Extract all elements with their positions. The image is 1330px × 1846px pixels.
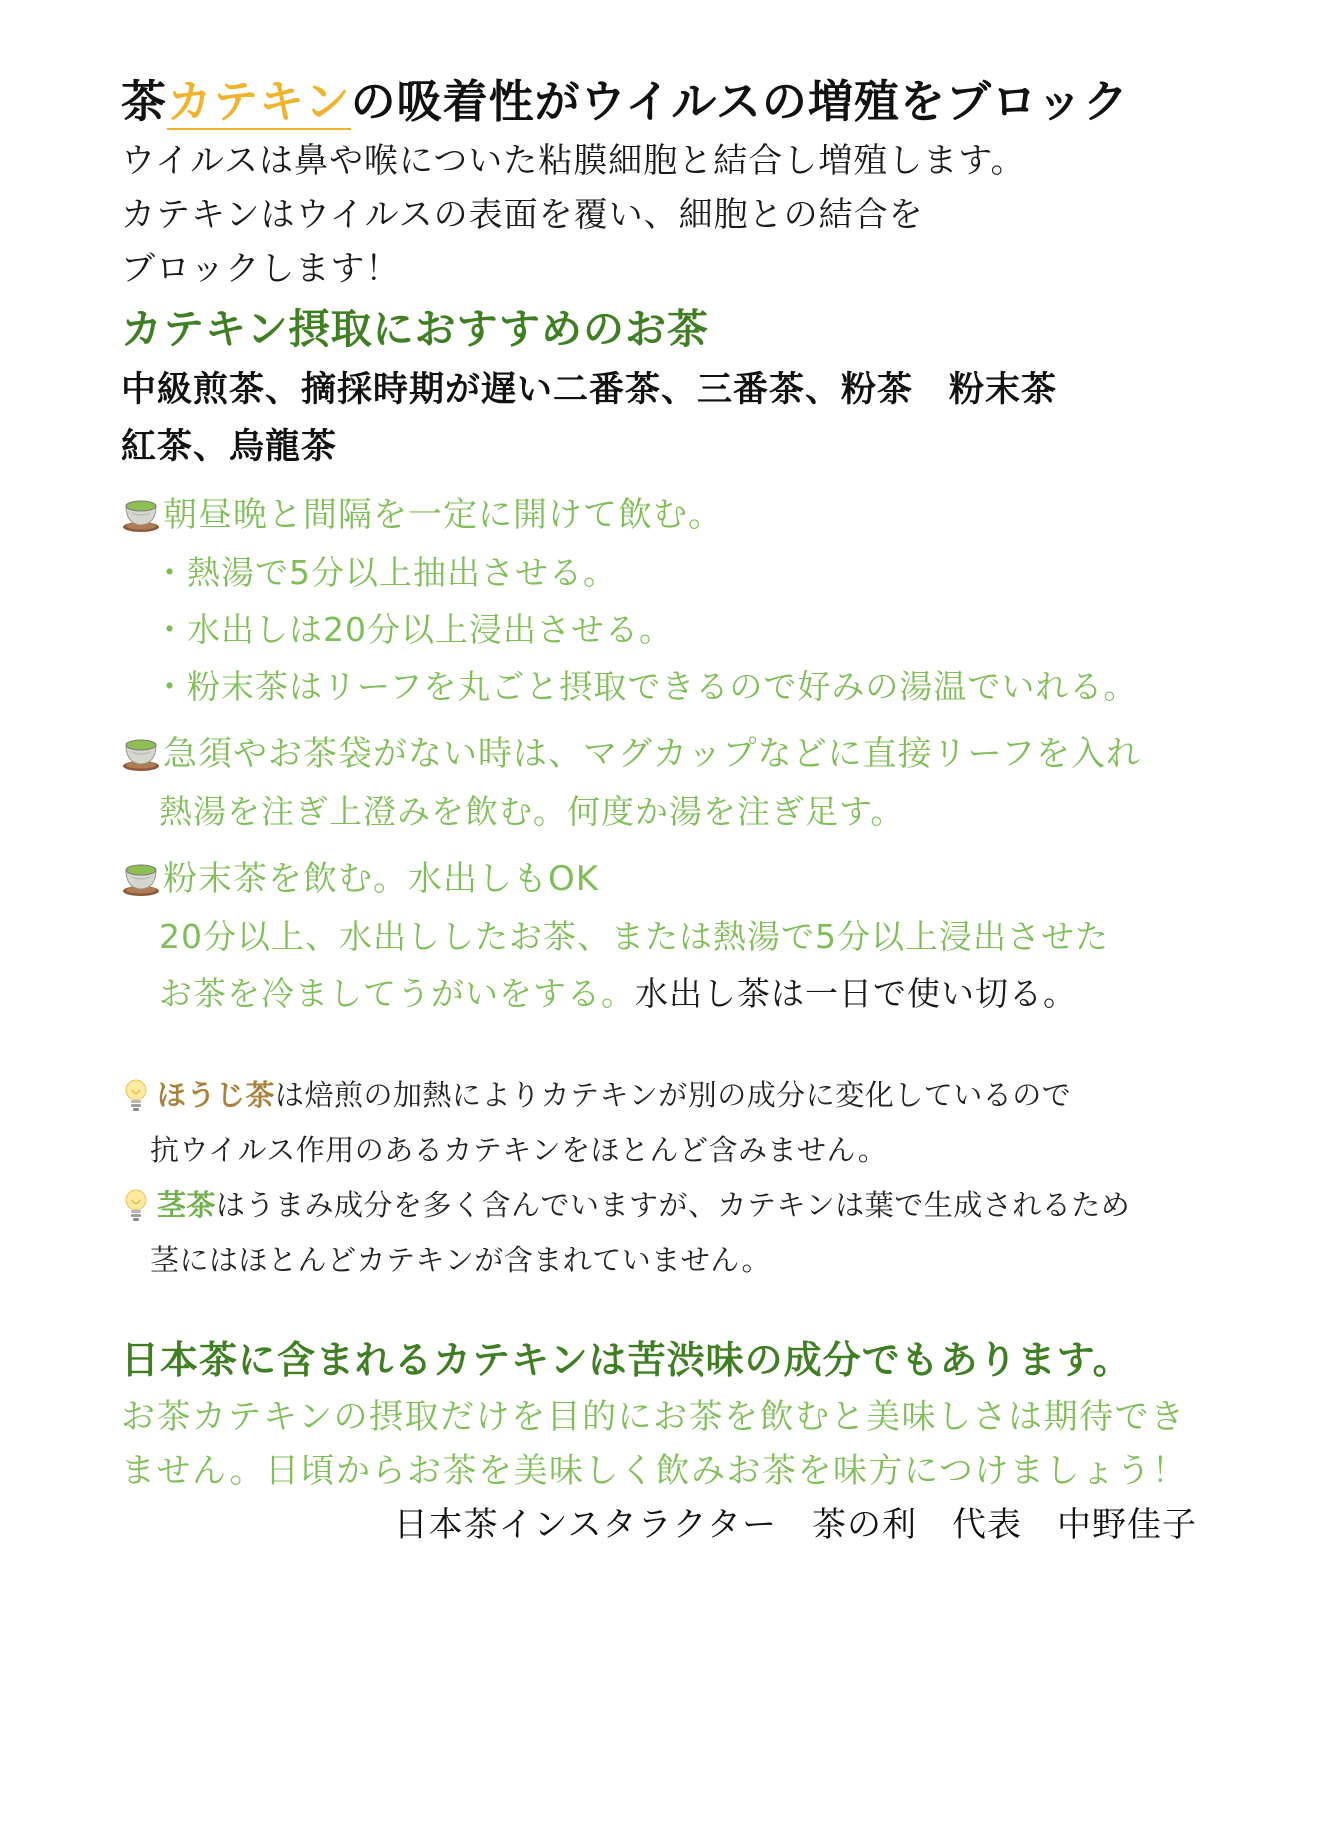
tip-continuation: 熱湯を注ぎ上澄みを飲む。何度か湯を注ぎ足す。 (159, 792, 905, 831)
note-continuation: 抗ウイルス作用のあるカテキンをほとんど含みません。 (150, 1133, 888, 1167)
title-suffix: の吸着性がウイルスの増殖をブロック (350, 75, 1129, 128)
tip-sub-line: ・粉末茶はリーフを丸ごと摂取できるので好みの湯温でいれる。 (153, 667, 1138, 706)
intro-line-3: ブロックします！ (121, 249, 401, 289)
tip-item (121, 725, 1221, 840)
note-continuation: 茎にはほとんどカテキンが含まれていません。 (150, 1243, 771, 1277)
closing-section (121, 1330, 1221, 1552)
intro-line-1: ウイルスは鼻や喉についた粘膜細胞と結合し増殖します。 (121, 141, 1026, 181)
tip-item (121, 850, 1221, 1022)
note-term: ほうじ茶 (157, 1078, 276, 1112)
tip-main-text: 朝昼晩と間隔を一定に開けて飲む。 (163, 495, 723, 535)
tip-sub-line: ・熱湯で5分以上抽出させる。 (153, 553, 617, 592)
recommend-list-line-1: 中級煎茶、摘採時期が遅い二番茶、三番茶、粉茶 粉末茶 (121, 370, 1058, 410)
tip-black-text: 水出し茶は一日で使い切る。 (635, 974, 1077, 1013)
green-tea-icon (121, 735, 161, 773)
note-item (121, 1178, 1221, 1233)
note-text: は焙煎の加熱によりカテキンが別の成分に変化しているので (275, 1078, 1072, 1112)
notes-section (121, 1068, 1221, 1288)
tip-item (121, 486, 1221, 715)
note-item (121, 1068, 1221, 1123)
tip-continuation (121, 965, 1221, 1022)
tip-sub-line: ・水出しは20分以上浸出させる。 (153, 610, 673, 649)
closing-line-2: ません。日頃からお茶を美味しく飲みお茶を味方につけましょう！ (121, 1451, 1188, 1491)
note-text: はうまみ成分を多く含んでいますが、カテキンは葉で生成されるため (216, 1188, 1131, 1222)
signature: 日本茶インスタラクター 茶の利 代表 中野佳子 (393, 1505, 1197, 1545)
title-accent: カテキン (167, 75, 351, 128)
closing-line-1: お茶カテキンの摂取だけを目的にお茶を飲むと美味しさは期待でき (121, 1397, 1186, 1437)
recommend-list (121, 362, 1221, 476)
green-tea-icon (121, 860, 161, 898)
note-term: 茎茶 (157, 1188, 217, 1222)
intro-paragraph (121, 134, 1221, 296)
title-prefix: 茶 (121, 75, 168, 128)
tip-continuation: 20分以上、水出ししたお茶、または熱湯で5分以上浸出させた (159, 917, 1109, 956)
page-title (121, 70, 1221, 134)
tip-main-text: 粉末茶を飲む。水出しもOK (163, 859, 600, 899)
tip-main-text: 急須やお茶袋がない時は、マグカップなどに直接リーフを入れ (163, 734, 1141, 774)
closing-heading: 日本茶に含まれるカテキンは苦渋味の成分でもあります。 (121, 1338, 1132, 1382)
intro-line-2: カテキンはウイルスの表面を覆い、細胞との結合を (121, 195, 924, 235)
tip-green-text: お茶を冷ましてうがいをする。 (159, 974, 635, 1013)
recommend-list-line-2: 紅茶、烏龍茶 (121, 427, 338, 467)
green-tea-icon (121, 496, 161, 534)
light-bulb-icon (121, 1077, 151, 1115)
recommend-heading: カテキン摂取におすすめのお茶 (121, 305, 709, 353)
document-page (121, 70, 1221, 1552)
light-bulb-icon (121, 1187, 151, 1225)
